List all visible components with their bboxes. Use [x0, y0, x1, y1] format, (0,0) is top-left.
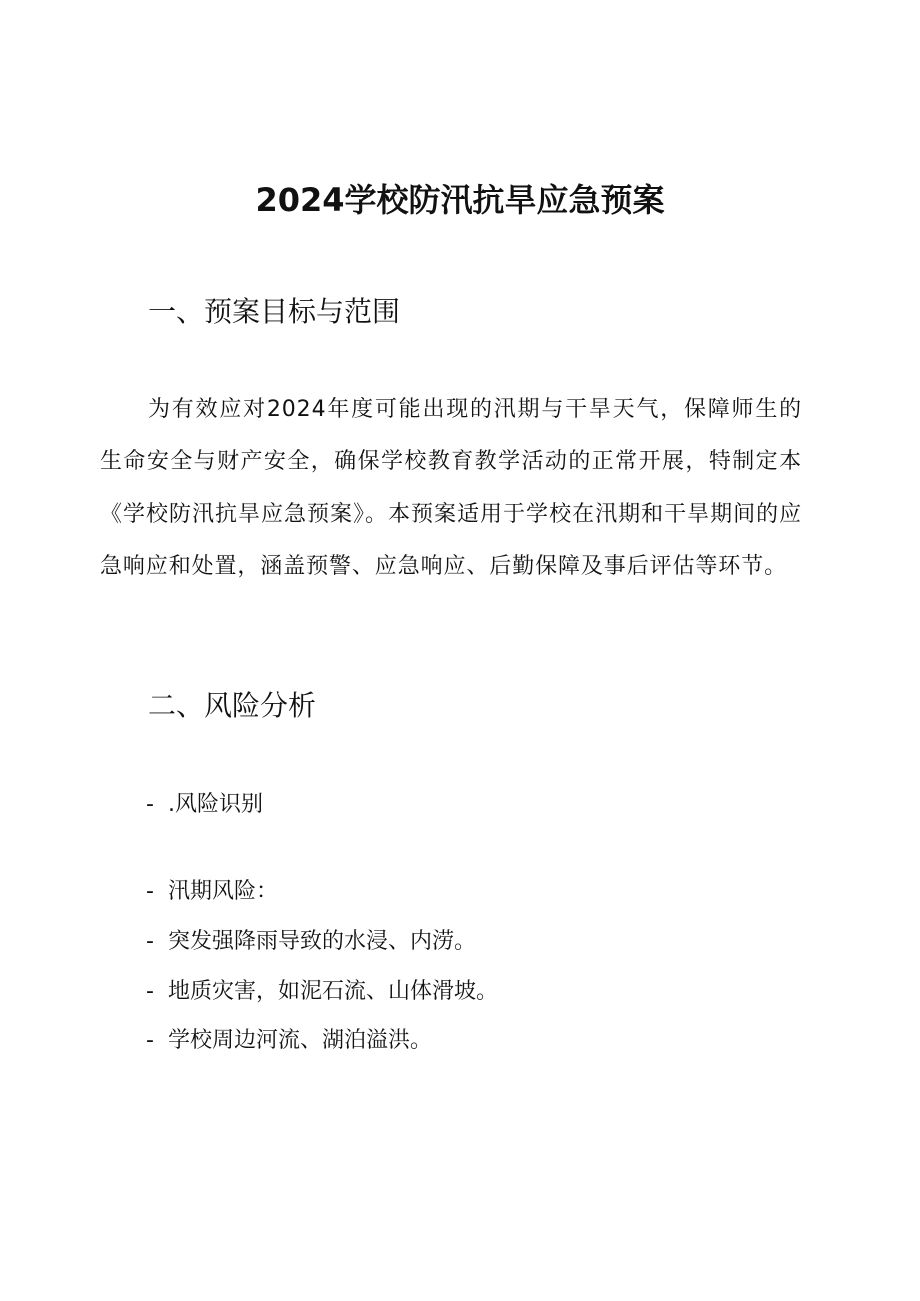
list-item-text: 汛期风险： — [168, 879, 279, 904]
list-item — [146, 1025, 432, 1057]
list-item — [146, 789, 263, 821]
list-item — [146, 876, 278, 908]
list-item-marker: - — [146, 879, 154, 904]
section-heading-goals-scope: 一、预案目标与范围 — [148, 295, 401, 328]
list-item-text: 地质灾害，如泥石流、山体滑坡。 — [168, 979, 499, 1004]
list-item-text: .风险识别 — [168, 792, 263, 817]
list-item-marker: - — [146, 792, 154, 817]
section-heading-risk-analysis: 二、风险分析 — [148, 689, 317, 722]
list-item — [146, 976, 498, 1008]
list-item-marker: - — [146, 929, 154, 954]
document-title: 2024学校防汛抗旱应急预案 — [255, 181, 665, 219]
list-item — [146, 926, 476, 958]
list-item-text: 学校周边河流、湖泊溢洪。 — [168, 1028, 433, 1053]
section-paragraph-goals-scope: 为有效应对2024年度可能出现的汛期与干旱天气，保障师生的生命安全与财产安全，确保学校教育教学活动的正常开展，特制定本《学校防汛抗旱应急预案》。本预案适用于学校在汛期和干旱期间的应急响应和处置，涵盖预警、应急响应、后勤保障及事后评估等环节。 — [100, 397, 802, 580]
list-item-marker: - — [146, 979, 154, 1004]
list-item-marker: - — [146, 1028, 154, 1053]
list-item-text: 突发强降雨导致的水浸、内涝。 — [168, 929, 477, 954]
